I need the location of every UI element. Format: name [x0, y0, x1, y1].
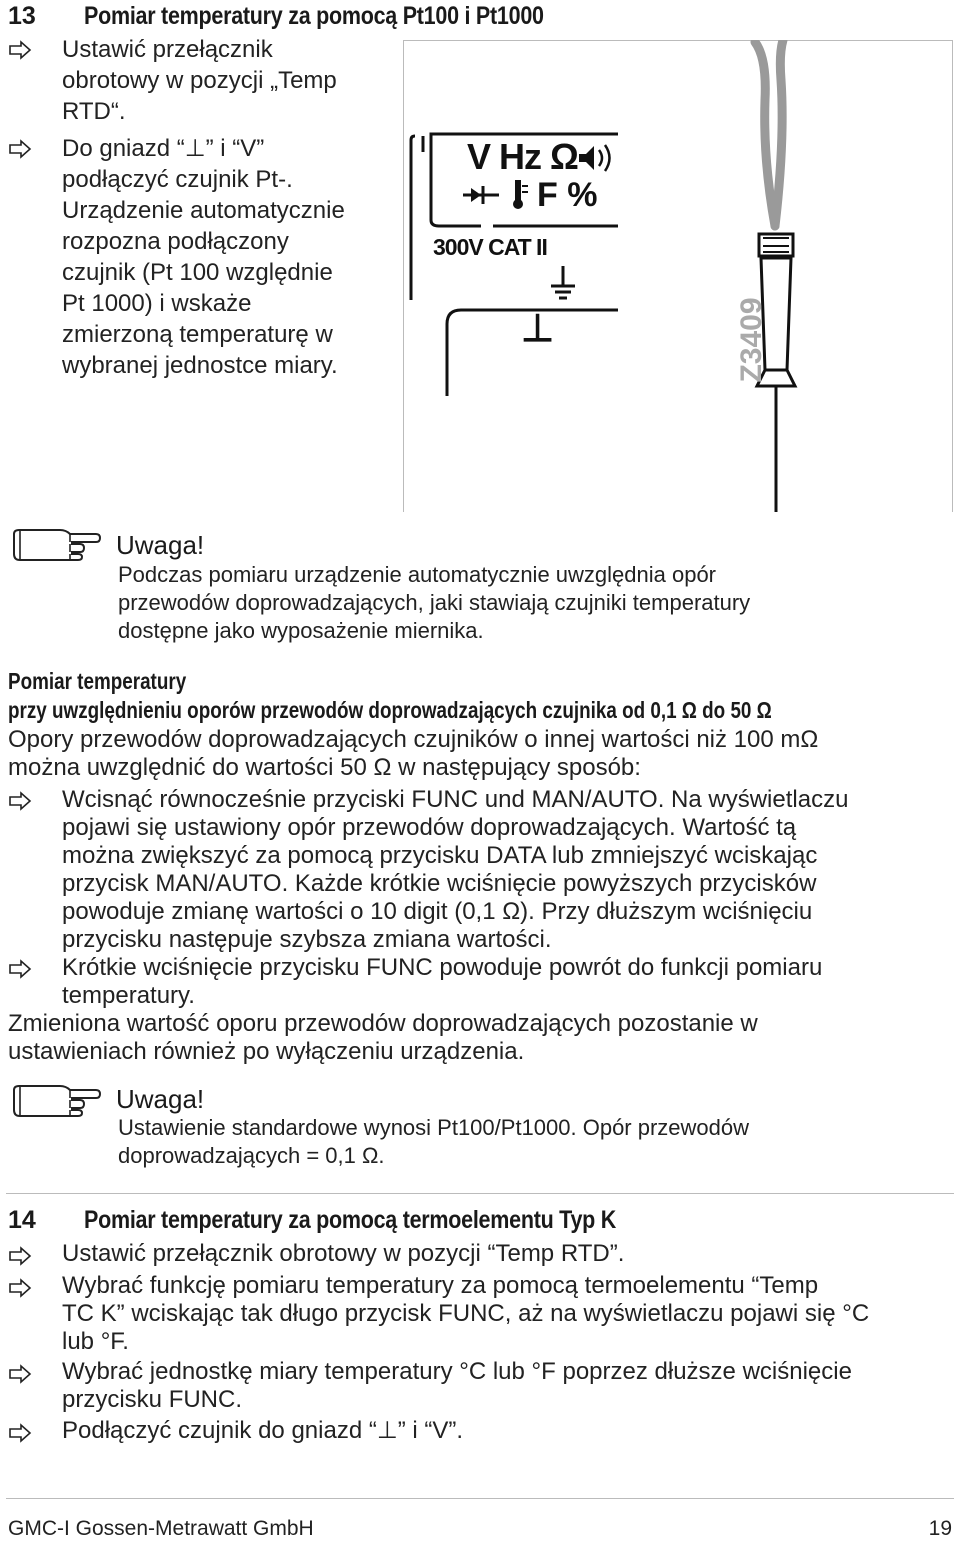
text-line: obrotowy w pozycji „Temp [62, 67, 337, 94]
text-line: dostępne jako wyposażenie miernika. [118, 618, 484, 643]
subheading-1: Pomiar temperatury [8, 668, 187, 694]
text-line: przycisk MAN/AUTO. Każde krótkie wciśnięcie powyższych przycisków [62, 870, 817, 897]
arrow-bullet-icon [8, 1364, 32, 1384]
text-line: podłączyć czujnik Pt-. [62, 166, 293, 193]
arrow-bullet-icon [8, 1423, 32, 1443]
note-2-title: Uwaga! [116, 1084, 205, 1114]
text-line: Pt 1000) i wskaże [62, 290, 252, 317]
page-number: 19 [928, 1517, 952, 1540]
footer-divider [6, 1498, 954, 1499]
sec14-bullet-4 [62, 1417, 463, 1445]
figure-code: Z3409 [735, 297, 768, 383]
panel-label-f: F % [537, 176, 598, 214]
text-line: rozpozna podłączony [62, 228, 289, 255]
arrow-bullet-icon [8, 1246, 32, 1266]
text-line: przewodów doprowadzających, jaki stawiają czujniki temperatury [118, 590, 751, 615]
panel-ground-symbol: ⊥ [521, 308, 555, 350]
text-line: Krótkie wciśnięcie przycisku FUNC powoduje powrót do funkcji pomiaru [62, 954, 823, 981]
text-line: powoduje zmianę wartości o 10 digit (0,1 Ω). Przy dłuższym wciśnięciu [62, 898, 813, 925]
sec14-bullet-1 [62, 1240, 624, 1268]
section-14-number: 14 [8, 1206, 36, 1234]
text-line: można zwiększyć za pomocą przycisku DATA lub zmniejszyć wciskając [62, 842, 818, 869]
text-line: Do gniazd “⊥” i “V” [62, 135, 265, 162]
text-line: Wybrać funkcję pomiaru temperatury za pomocą termoelementu “Temp [62, 1272, 819, 1299]
text-line: Opory przewodów doprowadzających czujników o innej wartości niż 100 mΩ [8, 726, 819, 753]
text-line: Ustawienie standardowe wynosi Pt100/Pt1000. Opór przewodów [118, 1115, 750, 1140]
sec14-bullet-3 [62, 1358, 852, 1414]
panel-label-vhz: V Hz Ω [467, 136, 578, 177]
text-line: pojawi się ustawiony opór przewodów doprowadzających. Wartość tą [62, 814, 797, 841]
text-line: przycisku FUNC. [62, 1386, 243, 1413]
text-line: Wcisnąć równocześnie przyciski FUNC und MAN/AUTO. Na wyświetlaczu [62, 786, 849, 813]
footer-company: GMC-I Gossen-Metrawatt GmbH [8, 1517, 314, 1540]
section-14-title: Pomiar temperatury za pomocą termoelementu Typ K [84, 1206, 617, 1234]
arrow-bullet-icon [8, 959, 32, 979]
text-line: RTD“. [62, 98, 126, 125]
note-1-text [118, 561, 750, 645]
arrow-bullet-icon [8, 791, 32, 811]
closing-paragraph [8, 1010, 758, 1066]
text-line: wybranej jednostce miary. [62, 352, 338, 379]
sec13-bullet-1 [62, 34, 337, 127]
text-line: Podczas pomiaru urządzenie automatycznie uwzględnia opór [118, 562, 717, 587]
text-line: Ustawić przełącznik [62, 36, 273, 63]
text-line: Urządzenie automatycznie [62, 197, 345, 224]
text-line: zmierzoną temperaturę w [62, 321, 333, 348]
text-line: Ustawić przełącznik obrotowy w pozycji “Temp RTD”. [62, 1240, 625, 1267]
text-line: Podłączyć czujnik do gniazd “⊥” i “V”. [62, 1417, 464, 1444]
pointing-hand-icon [10, 526, 102, 564]
section-13-title: Pomiar temperatury za pomocą Pt100 i Pt1000 [84, 2, 544, 30]
lead-bullet-1 [62, 786, 848, 954]
intro-paragraph [8, 726, 818, 782]
subheading-2: przy uwzględnieniu oporów przewodów doprowadzających czujnika od 0,1 Ω do 50 Ω [8, 697, 772, 723]
text-line: doprowadzających = 0,1 Ω. [118, 1143, 385, 1168]
text-line: przycisku następuje szybsza zmiana wartości. [62, 926, 552, 953]
arrow-bullet-icon [8, 139, 32, 159]
text-line: lub °F. [62, 1328, 129, 1355]
text-line: Zmieniona wartość oporu przewodów doprowadzających pozostanie w [8, 1010, 758, 1037]
text-line: czujnik (Pt 100 względnie [62, 259, 333, 286]
section-13-number: 13 [8, 2, 36, 30]
section-divider [6, 1193, 954, 1194]
text-line: TC K” wciskając tak długo przycisk FUNC, aż na wyświetlaczu pojawi się °C [62, 1300, 870, 1327]
text-line: Wybrać jednostkę miary temperatury °C lub °F poprzez dłuższe wciśnięcie [62, 1358, 852, 1385]
note-2-text [118, 1114, 749, 1170]
pointing-hand-icon [10, 1082, 102, 1120]
arrow-bullet-icon [8, 40, 32, 60]
text-line: można uwzględnić do wartości 50 Ω w następujący sposób: [8, 754, 641, 781]
lead-bullet-2 [62, 954, 822, 1010]
meter-socket-figure [403, 40, 953, 512]
sec13-bullet-2 [62, 133, 345, 381]
text-line: temperatury. [62, 982, 195, 1009]
note-1-title: Uwaga! [116, 530, 205, 560]
arrow-bullet-icon [8, 1278, 32, 1298]
panel-label-cat: 300V CAT II [433, 234, 547, 260]
sec14-bullet-2 [62, 1272, 869, 1356]
text-line: ustawieniach również po wyłączeniu urządzenia. [8, 1038, 525, 1065]
